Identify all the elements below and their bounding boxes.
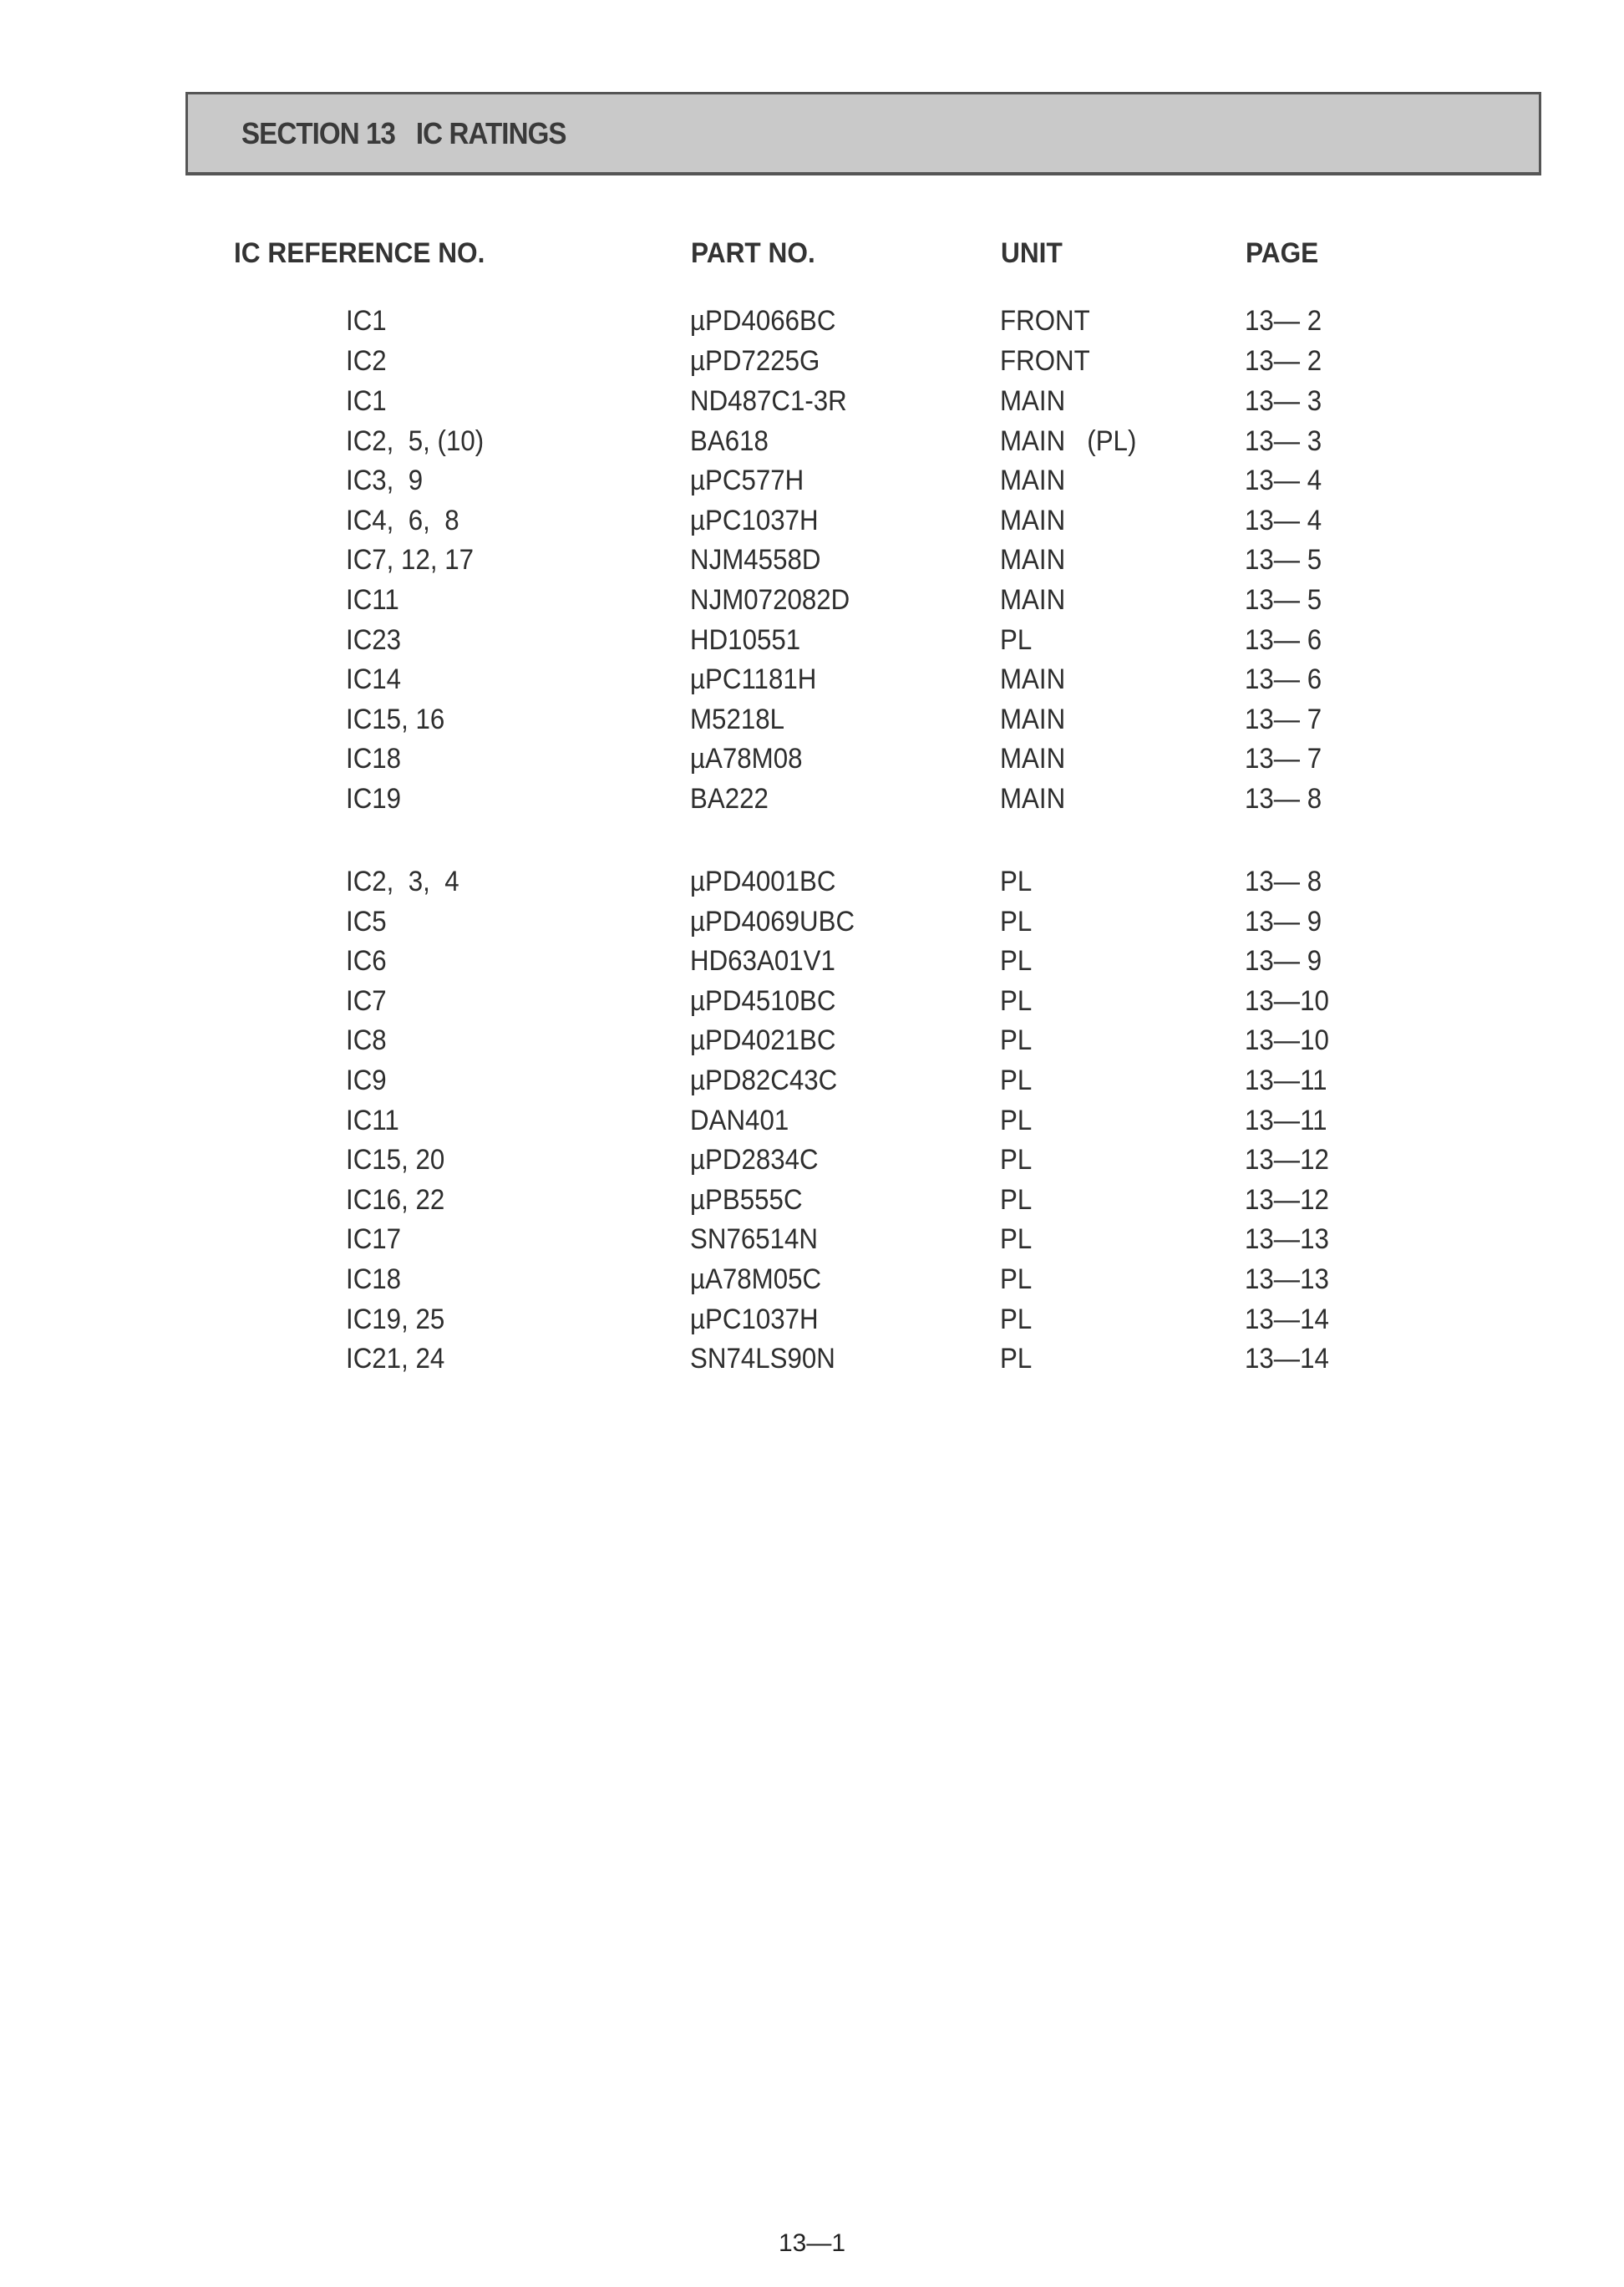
page-cell: 13— 5 [1245,584,1322,616]
unit-cell: MAIN [1000,504,1066,536]
unit-cell: MAIN [1000,385,1066,417]
section-title: SECTION 13 IC RATINGS [241,116,566,150]
table-row [0,305,1624,342]
ic-reference-cell: IC15, 20 [346,1144,445,1177]
ic-reference-cell: IC17 [346,1223,402,1256]
column-header-unit: UNIT [1001,237,1063,269]
page-cell: 13— 4 [1245,504,1322,536]
page-cell: 13— 3 [1245,424,1322,457]
part-no-cell: DAN401 [690,1104,789,1136]
ic-reference-cell: IC18 [346,743,402,775]
part-no-cell: µPD7225G [690,344,820,377]
ic-reference-cell: IC6 [346,945,387,978]
unit-cell: PL [1000,984,1033,1017]
page-cell: 13— 6 [1245,663,1322,696]
page-cell: 13— 7 [1245,743,1322,775]
ic-reference-cell: IC15, 16 [346,703,445,735]
section-banner [185,92,1541,175]
unit-cell: FRONT [1000,305,1090,337]
ic-reference-cell: IC1 [346,385,387,417]
part-no-cell: µPC1181H [690,663,817,696]
page-cell: 13— 4 [1245,465,1322,497]
unit-cell: PL [1000,623,1033,656]
table-row [0,505,1624,541]
unit-cell: PL [1000,866,1033,897]
page-cell: 13— 2 [1245,344,1322,377]
ic-reference-cell: IC2 [346,344,387,377]
table-row [0,906,1624,943]
unit-cell: PL [1000,945,1033,978]
part-no-cell: BA618 [690,424,769,457]
part-no-cell: NJM072082D [690,584,850,616]
ic-reference-cell: IC19 [346,783,402,815]
page-cell: 13—10 [1245,984,1329,1017]
page-cell: 13—12 [1245,1183,1329,1216]
page-cell: 13—10 [1245,1024,1329,1057]
table-row [0,584,1624,621]
unit-cell: PL [1000,905,1033,938]
part-no-cell: HD63A01V1 [690,945,835,978]
table-row [0,624,1624,661]
column-header-page: PAGE [1246,237,1319,269]
part-no-cell: BA222 [690,783,769,815]
unit-cell: MAIN [1000,663,1066,696]
ic-reference-cell: IC7 [346,984,387,1017]
unit-cell: PL [1000,1303,1033,1335]
part-no-cell: µPD4021BC [690,1024,836,1057]
table-row [0,1223,1624,1260]
ic-reference-cell: IC11 [346,1104,399,1136]
table-row [0,345,1624,382]
ic-reference-cell: IC1 [346,305,387,337]
part-no-cell: µPB555C [690,1183,803,1216]
table-row [0,1343,1624,1380]
part-no-cell: µPD2834C [690,1144,819,1177]
unit-cell: MAIN [1000,703,1066,735]
ic-reference-cell: IC23 [346,623,402,656]
unit-cell: MAIN [1000,783,1066,815]
table-row [0,425,1624,462]
part-no-cell: µPC577H [690,465,804,497]
ic-reference-cell: IC3, 9 [346,465,424,497]
part-no-cell: µPD82C43C [690,1065,838,1096]
page-cell: 13— 6 [1245,623,1322,656]
table-row [0,663,1624,700]
ic-reference-cell: IC19, 25 [346,1303,445,1335]
part-no-cell: HD10551 [690,623,801,656]
page-cell: 13— 3 [1245,385,1322,417]
part-no-cell: SN76514N [690,1223,819,1256]
table-row [0,1065,1624,1101]
table-row [0,985,1624,1022]
part-no-cell: µPD4069UBC [690,905,855,938]
table-row [0,866,1624,902]
unit-cell: PL [1000,1223,1033,1256]
table-row [0,544,1624,581]
unit-cell: PL [1000,1183,1033,1216]
part-no-cell: µA78M05C [690,1263,822,1295]
ic-reference-cell: IC4, 6, 8 [346,504,459,536]
ic-reference-cell: IC16, 22 [346,1183,445,1216]
unit-cell: MAIN [1000,465,1066,497]
table-row [0,1184,1624,1221]
table-row [0,1144,1624,1181]
page-cell: 13—14 [1245,1343,1329,1375]
ic-reference-cell: IC21, 24 [346,1343,445,1375]
page-cell: 13— 7 [1245,703,1322,735]
part-no-cell: SN74LS90N [690,1343,835,1375]
unit-cell: MAIN [1000,584,1066,616]
ic-reference-cell: IC2, 5, (10) [346,424,485,457]
ic-reference-cell: IC2, 3, 4 [346,866,459,897]
part-no-cell: µA78M08 [690,743,803,775]
part-no-cell: µPD4001BC [690,866,836,897]
part-no-cell: µPC1037H [690,1303,819,1335]
table-row [0,1024,1624,1061]
table-row [0,1304,1624,1340]
table-row [0,465,1624,501]
page-cell: 13—11 [1245,1104,1327,1136]
part-no-cell: M5218L [690,703,785,735]
part-no-cell: ND487C1-3R [690,385,847,417]
unit-cell: PL [1000,1263,1033,1295]
page-cell: 13—13 [1245,1263,1329,1295]
ic-reference-cell: IC14 [346,663,402,696]
ic-reference-cell: IC8 [346,1024,387,1057]
column-header-ic-reference: IC REFERENCE NO. [234,237,485,269]
page-cell: 13— 9 [1245,945,1322,978]
page-cell: 13—13 [1245,1223,1329,1256]
table-row [0,945,1624,982]
column-header-part-no: PART NO. [691,237,815,269]
table-row [0,704,1624,740]
unit-cell: PL [1000,1065,1033,1096]
unit-cell: PL [1000,1144,1033,1177]
ic-reference-cell: IC9 [346,1065,387,1096]
unit-cell: MAIN [1000,544,1066,577]
page-cell: 13— 8 [1245,783,1322,815]
page-cell: 13— 8 [1245,866,1322,897]
part-no-cell: µPD4510BC [690,984,836,1017]
table-row [0,385,1624,422]
part-no-cell: µPC1037H [690,504,819,536]
ic-reference-cell: IC11 [346,584,399,616]
unit-cell: PL [1000,1104,1033,1136]
unit-cell: MAIN [1000,743,1066,775]
unit-cell: PL [1000,1024,1033,1057]
table-row [0,783,1624,820]
ic-reference-cell: IC18 [346,1263,402,1295]
page-cell: 13— 5 [1245,544,1322,577]
page-cell: 13— 2 [1245,305,1322,337]
unit-cell: FRONT [1000,344,1090,377]
part-no-cell: NJM4558D [690,544,821,577]
page-cell: 13—12 [1245,1144,1329,1177]
page-cell: 13—11 [1245,1065,1327,1096]
unit-cell: MAIN (PL) [1000,424,1137,457]
table-row [0,743,1624,780]
page-cell: 13— 9 [1245,905,1322,938]
part-no-cell: µPD4066BC [690,305,836,337]
page-cell: 13—14 [1245,1303,1329,1335]
table-row [0,1105,1624,1141]
page-number: 13—1 [778,2229,846,2257]
table-row [0,1263,1624,1300]
ic-reference-cell: IC7, 12, 17 [346,544,475,577]
ic-reference-cell: IC5 [346,905,387,938]
unit-cell: PL [1000,1343,1033,1375]
